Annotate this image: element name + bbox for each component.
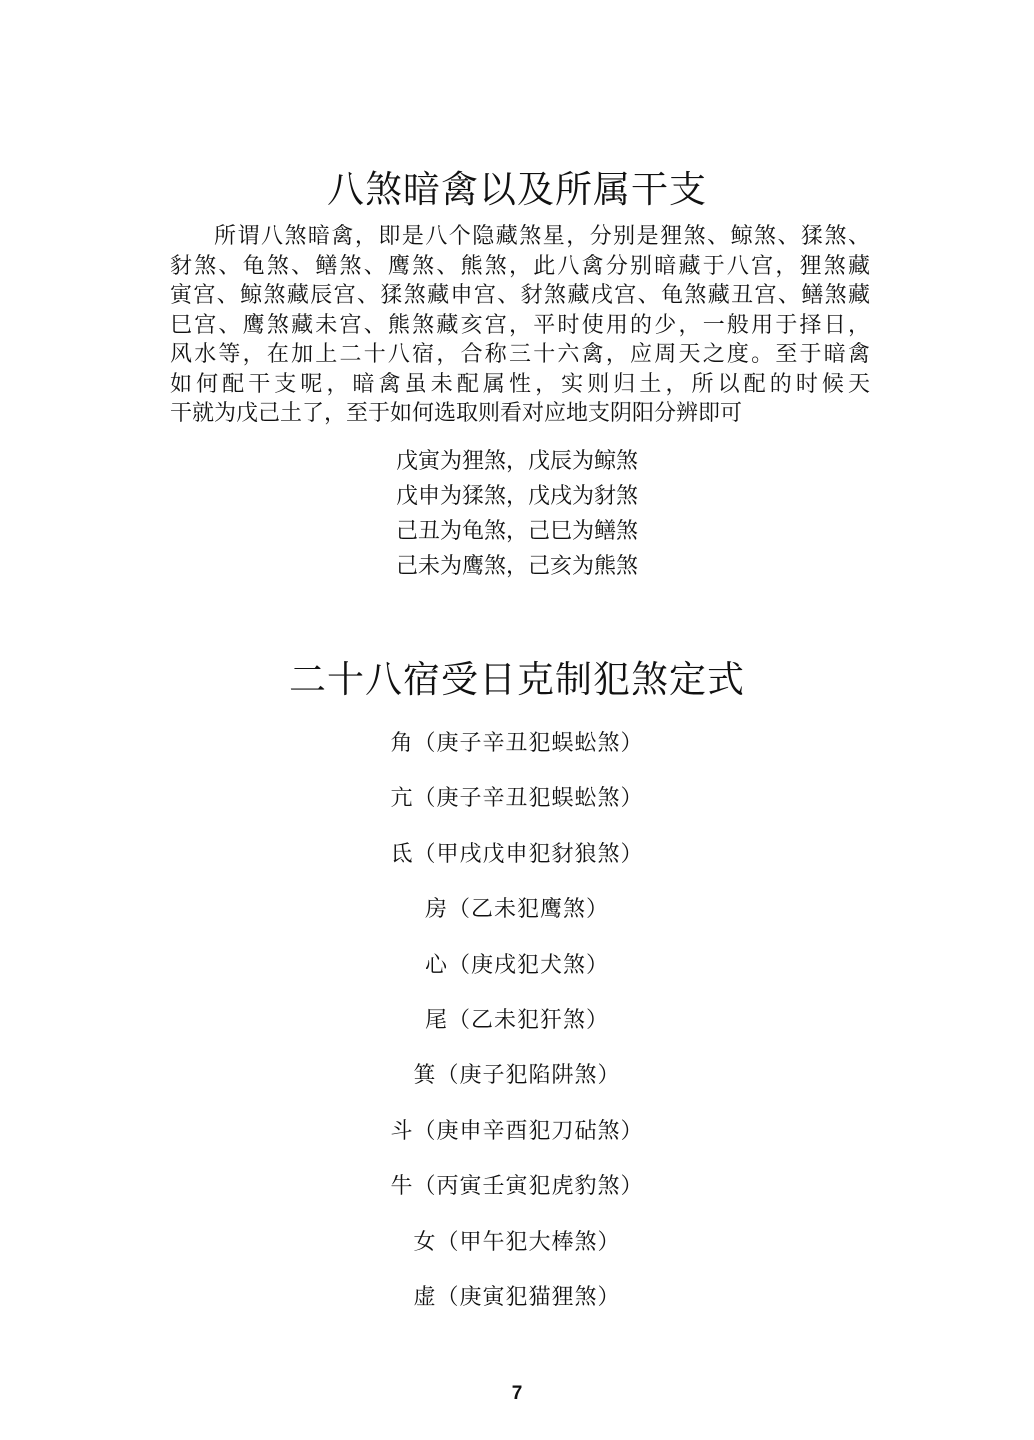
section1-paragraph (170, 222, 870, 429)
mansion-item: 房（乙未犯鹰煞） (424, 897, 609, 923)
mansion-item: 箕（庚子犯陷阱煞） (413, 1063, 621, 1089)
paragraph-line: 寅宫、鲸煞藏辰宫、猱煞藏申宫、豺煞藏戌宫、龟煞藏丑宫、鳝煞藏 (170, 283, 870, 308)
mansion-item: 角（庚子辛丑犯蜈蚣煞） (390, 731, 644, 756)
mansion-item: 牛（丙寅壬寅犯虎豹煞） (390, 1174, 644, 1200)
paragraph-line: 干就为戊己土了，至于如何选取则看对应地支阴阳分辨即可 (170, 401, 743, 426)
sha-pair-item: 戊申为猱煞，戊戌为豺煞 (395, 484, 638, 509)
paragraph-line: 豺煞、龟煞、鳝煞、鹰煞、熊煞，此八禽分别暗藏于八宫，狸煞藏 (170, 253, 870, 279)
mansion-item: 尾（乙未犯犴煞） (424, 1007, 609, 1033)
mansion-item: 女（甲午犯大棒煞） (413, 1229, 621, 1255)
paragraph-line: 风水等，在加上二十八宿，合称三十六禽，应周天之度。至于暗禽 (170, 342, 870, 367)
mansion-item: 亢（庚子辛丑犯蜈蚣煞） (390, 786, 644, 812)
sha-pair-item: 戊寅为狸煞，戊辰为鲸煞 (395, 449, 638, 474)
mansion-list (0, 724, 1034, 1333)
section2-title: 二十八宿受日克制犯煞定式 (289, 658, 745, 701)
paragraph-line: 巳宫、鹰煞藏未宫、熊煞藏亥宫，平时使用的少，一般用于择日， (170, 312, 870, 338)
mansion-item: 斗（庚申辛酉犯刀砧煞） (390, 1118, 644, 1144)
paragraph-line: 所谓八煞暗禽，即是八个隐藏煞星，分别是狸煞、鲸煞、猱煞、 (214, 224, 870, 249)
mansion-item: 虚（庚寅犯猫狸煞） (413, 1284, 621, 1310)
mansion-item: 氐（甲戌戊申犯豺狼煞） (390, 841, 644, 867)
sha-pair-item: 己丑为龟煞，己巳为鳝煞 (395, 519, 638, 544)
page-number: 7 (511, 1383, 523, 1404)
section1-title: 八煞暗禽以及所属干支 (327, 168, 707, 211)
sha-pair-item: 己未为鹰煞，己亥为熊煞 (395, 554, 638, 579)
paragraph-line: 如何配干支呢，暗禽虽未配属性，实则归土，所以配的时候天 (170, 371, 870, 397)
sha-pairs-list (0, 444, 1034, 584)
mansion-item: 心（庚戌犯犬煞） (424, 952, 609, 978)
